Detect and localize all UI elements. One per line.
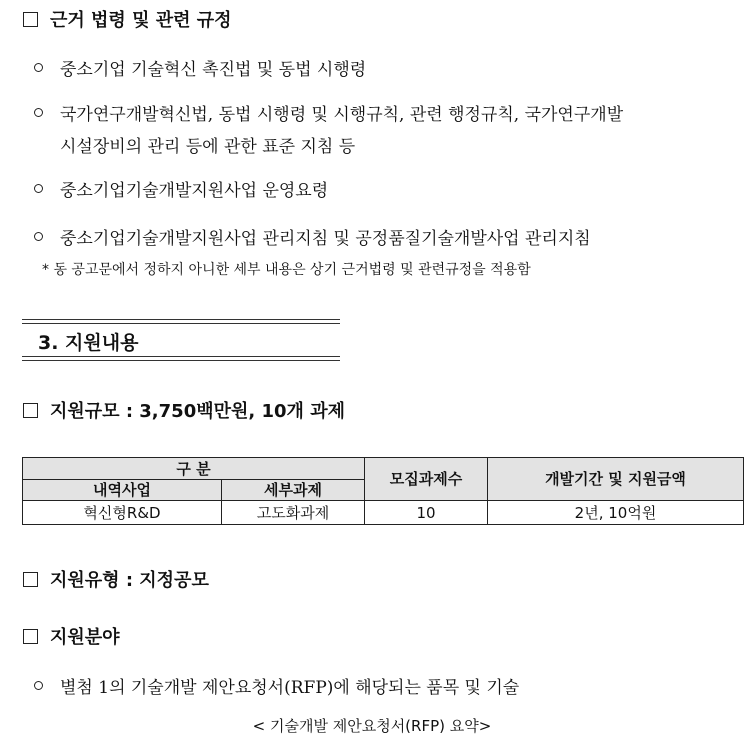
- support-scale: 지원규모 : 3,750백만원, 10개 과제: [50, 401, 345, 422]
- support-table: [22, 457, 744, 525]
- bullet-circle-icon: [34, 63, 43, 72]
- rfp-caption: < 기술개발 제안요청서(RFP) 요약>: [252, 717, 492, 735]
- checkbox-square-icon: [23, 629, 38, 644]
- table-header-period: 개발기간 및 지원금액: [488, 458, 744, 501]
- table-header-program: 내역사업: [23, 480, 222, 501]
- table-cell-recruit: 10: [365, 501, 488, 525]
- table-header-subtask: 세부과제: [222, 480, 365, 501]
- table-cell-program: 혁신형R&D: [23, 501, 222, 525]
- checkbox-square-icon: [23, 12, 38, 27]
- footnote: * 동 공고문에서 정하지 아니한 세부 내용은 상기 근거법령 및 관련규정을 적용함: [42, 262, 531, 278]
- support-type: 지원유형 : 지정공모: [50, 570, 209, 591]
- section-heading: 3. 지원내용: [38, 332, 139, 354]
- checkbox-square-icon: [23, 572, 38, 587]
- list-item: 별첨 1의 기술개발 제안요청서(RFP)에 해당되는 품목 및 기술: [60, 678, 520, 698]
- heading-rule-top-2: [22, 323, 340, 324]
- list-item: 중소기업기술개발지원사업 운영요령: [60, 181, 329, 201]
- bullet-circle-icon: [34, 184, 43, 193]
- list-item: 중소기업기술개발지원사업 관리지침 및 공정품질기술개발사업 관리지침: [60, 229, 591, 249]
- checkbox-square-icon: [23, 403, 38, 418]
- heading-rule-bottom-2: [22, 360, 340, 361]
- section-title: 근거 법령 및 관련 규정: [50, 10, 232, 31]
- bullet-circle-icon: [34, 108, 43, 117]
- table-cell-period: 2년, 10억원: [488, 501, 744, 525]
- table-row: [23, 501, 744, 525]
- table-cell-subtask: 고도화과제: [222, 501, 365, 525]
- bullet-circle-icon: [34, 681, 43, 690]
- list-item-continued: 시설장비의 관리 등에 관한 표준 지침 등: [60, 137, 356, 157]
- table-header-recruit: 모집과제수: [365, 458, 488, 501]
- list-item: 국가연구개발혁신법, 동법 시행령 및 시행규칙, 관련 행정규칙, 국가연구개발: [60, 105, 624, 125]
- support-field: 지원분야: [50, 627, 120, 648]
- heading-rule-top: [22, 319, 340, 320]
- heading-rule-bottom: [22, 356, 340, 357]
- bullet-circle-icon: [34, 232, 43, 241]
- table-header-group: 구 분: [23, 458, 365, 480]
- list-item: 중소기업 기술혁신 촉진법 및 동법 시행령: [60, 60, 367, 80]
